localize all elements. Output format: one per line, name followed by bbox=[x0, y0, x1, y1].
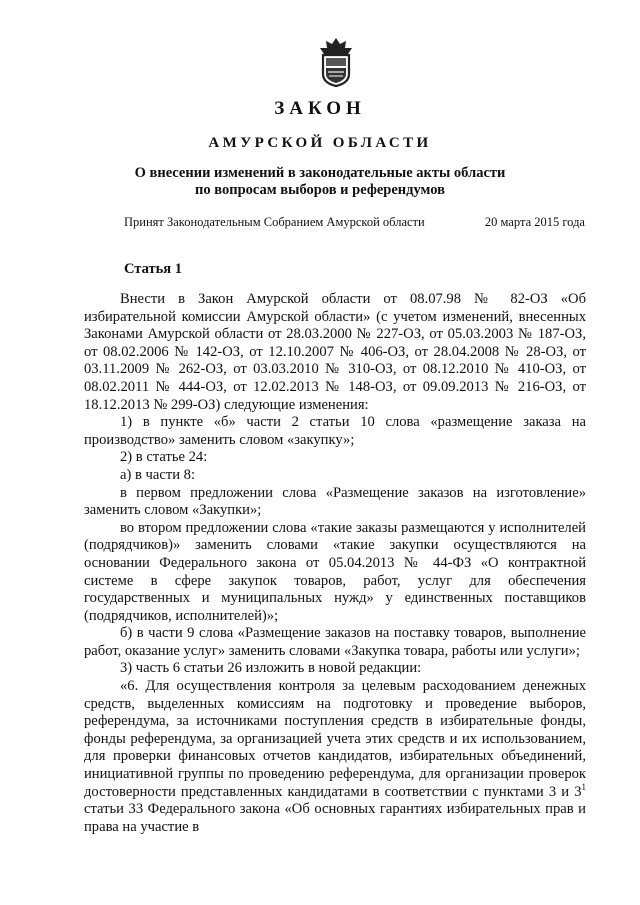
paragraph: б) в части 9 слова «Размещение заказов на поставку товаров, выполнение работ, оказание услуг» заменить словами «Закупка товара, работы или услуги»; bbox=[84, 625, 586, 659]
paragraph: 2) в статье 24: bbox=[120, 449, 208, 466]
adoption-date: 20 марта 2015 года bbox=[484, 215, 585, 229]
paragraph: 1) в пункте «б» части 2 статьи 10 слова «размещение заказа на производство» заменить словом «закупку»; bbox=[84, 414, 586, 448]
paragraph: во втором предложении слова «такие заказы размещаются у исполнителей (подрядчиков)» заменить словами «такие закупки осуществляются на основании Федерального закона от 05.04.2013 № 44-ФЗ «О контрактной системе в сфере закупок товаров, работ, услуг для обеспечения государственных и муниципальных нужд» у единственных поставщиков (подрядчиков, исполнителей)»; bbox=[84, 519, 586, 624]
paragraph bbox=[84, 678, 586, 836]
document-subject bbox=[0, 165, 640, 199]
article-heading: Статья 1 bbox=[124, 261, 182, 277]
subject-line-2: по вопросам выборов и референдумов bbox=[195, 182, 445, 198]
article-body bbox=[84, 291, 586, 836]
paragraph: 3) часть 6 статьи 26 изложить в новой редакции: bbox=[120, 660, 422, 677]
paragraph-text: «6. Для осуществления контроля за целевым расходованием денежных средств, выделенных комиссиям на подготовку и проведение выборов, референдума, за источниками поступления средств в избирательные фонды, фонды референдума, за организацией учета этих средств и их использованием, для проверки финансовых отчетов кандидатов, избирательных объединений, инициативной группы по проведению референдума, для организации проверок достоверности представленных кандидатами в соответствии с пунктами 3 и 3 bbox=[84, 678, 586, 800]
coat-of-arms-emblem bbox=[312, 36, 360, 88]
document-title: ЗАКОН bbox=[274, 98, 366, 119]
superscript: 1 bbox=[581, 781, 586, 792]
adoption-text: Принят Законодательным Собранием Амурской области bbox=[124, 215, 425, 229]
subject-line-1: О внесении изменений в законодательные акты области bbox=[134, 165, 506, 181]
paragraph-text-continued: статьи 33 Федерального закона «Об основных гарантиях избирательных прав и права на участие в bbox=[84, 801, 586, 835]
document-subtitle: АМУРСКОЙ ОБЛАСТИ bbox=[208, 135, 432, 151]
paragraph: Внести в Закон Амурской области от 08.07.98 № 82-ОЗ «Об избирательной комиссии Амурской области» (с учетом изменений, внесенных Законами Амурской области от 28.03.2000 № 227-ОЗ, от 05.03.2003 № 187-ОЗ, от 08.02.2006 № 142-ОЗ, от 12.10.2007 № 406-ОЗ, от 28.04.2008 № 28-ОЗ, от 03.11.2009 № 262-ОЗ, от 03.03.2010 № 310-ОЗ, от 08.12.2010 № 410-ОЗ, от 08.02.2011 № 444-ОЗ, от 12.02.2013 № 148-ОЗ, от 09.09.2013 № 216-ОЗ, от 18.12.2013 № 299-ОЗ) следующие изменения: bbox=[84, 291, 586, 413]
paragraph: в первом предложении слова «Размещение заказов на изготовление» заменить словом «Закупки»; bbox=[84, 484, 586, 519]
paragraph: а) в части 8: bbox=[120, 466, 196, 483]
